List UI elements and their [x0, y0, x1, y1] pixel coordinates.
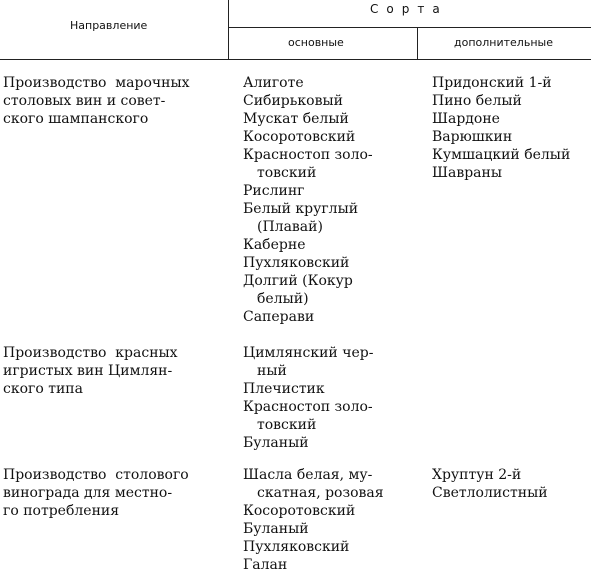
- variety-name-continuation: белый): [257, 291, 309, 307]
- variety-item: [243, 344, 373, 380]
- variety-item: [432, 74, 570, 92]
- variety-item: [432, 92, 570, 110]
- header-direction: Направление: [70, 19, 148, 32]
- direction-line: игристых вин Цимлян-: [3, 363, 173, 379]
- header-main: основные: [288, 36, 344, 49]
- variety-name: Кумшацкий белый: [432, 147, 571, 163]
- row-3-additional-varieties: [432, 466, 548, 502]
- row-2-main-varieties: [243, 344, 373, 452]
- variety-name: Варюшкин: [432, 129, 513, 145]
- variety-item: [432, 164, 570, 182]
- row-3-direction: [3, 466, 221, 520]
- variety-name: Буланый: [243, 435, 309, 451]
- row-3-main-varieties: [243, 466, 384, 574]
- direction-line: ского шампанского: [3, 111, 149, 127]
- variety-name-continuation: (Плавай): [257, 219, 323, 235]
- variety-item: [243, 434, 373, 452]
- header-varieties: Сорта: [370, 2, 448, 16]
- variety-name: Буланый: [243, 521, 309, 537]
- variety-item: [432, 110, 570, 128]
- variety-name-continuation: ный: [257, 363, 287, 379]
- variety-name: Шасла белая, му-: [243, 467, 373, 483]
- variety-name: Красностоп золо-: [243, 399, 373, 415]
- variety-item: [243, 182, 373, 200]
- variety-name: Цимлянский чер-: [243, 345, 374, 361]
- direction-line: Производство красных: [3, 345, 178, 361]
- variety-item: [243, 502, 384, 520]
- variety-item: [243, 272, 373, 308]
- variety-name: Шавраны: [432, 165, 502, 181]
- variety-name: Светлолистный: [432, 485, 548, 501]
- variety-item: [432, 484, 548, 502]
- variety-item: [243, 236, 373, 254]
- variety-item: [243, 538, 384, 556]
- variety-name: Плечистик: [243, 381, 325, 397]
- variety-name: Белый круглый: [243, 201, 359, 217]
- variety-name: Мускат белый: [243, 111, 349, 127]
- variety-item: [243, 398, 373, 434]
- variety-name: Придонский 1-й: [432, 75, 552, 91]
- column-divider-varieties: [417, 28, 418, 60]
- variety-item: [243, 128, 373, 146]
- variety-item: [243, 380, 373, 398]
- direction-line: ского типа: [3, 381, 83, 397]
- variety-name: Рислинг: [243, 183, 305, 199]
- variety-item: [243, 200, 373, 236]
- direction-line: Производство марочных: [3, 75, 190, 91]
- variety-name: Косоротовский: [243, 503, 356, 519]
- column-divider-direction: [228, 0, 229, 60]
- variety-item: [243, 146, 373, 182]
- variety-item: [432, 146, 570, 164]
- variety-name: Хруптун 2-й: [432, 467, 522, 483]
- variety-name: Шардоне: [432, 111, 500, 127]
- row-1-additional-varieties: [432, 74, 570, 182]
- variety-name: Пухляковский: [243, 539, 350, 555]
- variety-item: [243, 254, 373, 272]
- variety-name-continuation: товский: [257, 417, 317, 433]
- header-divider-subcolumns: [228, 27, 591, 28]
- variety-name-continuation: скатная, розовая: [257, 485, 384, 501]
- variety-item: [432, 128, 570, 146]
- variety-item: [432, 466, 548, 484]
- header-bottom-rule: [0, 59, 591, 60]
- variety-name: Долгий (Кокур: [243, 273, 353, 289]
- variety-item: [243, 466, 384, 502]
- direction-line: го потребления: [3, 503, 120, 519]
- row-1-main-varieties: [243, 74, 373, 326]
- variety-name: Красностоп золо-: [243, 147, 373, 163]
- variety-name: Галан: [243, 557, 288, 573]
- variety-item: [243, 556, 384, 574]
- variety-name: Каберне: [243, 237, 306, 253]
- row-2-direction: [3, 344, 221, 398]
- direction-line: Производство столового: [3, 467, 189, 483]
- direction-line: столовых вин и совет-: [3, 93, 166, 109]
- variety-name: Косоротовский: [243, 129, 356, 145]
- variety-item: [243, 110, 373, 128]
- variety-item: [243, 92, 373, 110]
- variety-name: Пино белый: [432, 93, 522, 109]
- variety-item: [243, 74, 373, 92]
- variety-name: Пухляковский: [243, 255, 350, 271]
- variety-name-continuation: товский: [257, 165, 317, 181]
- row-1-direction: [3, 74, 221, 128]
- variety-name: Алиготе: [243, 75, 304, 91]
- variety-item: [243, 308, 373, 326]
- header-additional: дополнительные: [454, 36, 553, 49]
- variety-name: Саперави: [243, 309, 315, 325]
- variety-name: Сибирьковый: [243, 93, 343, 109]
- direction-line: винограда для местно-: [3, 485, 173, 501]
- variety-item: [243, 520, 384, 538]
